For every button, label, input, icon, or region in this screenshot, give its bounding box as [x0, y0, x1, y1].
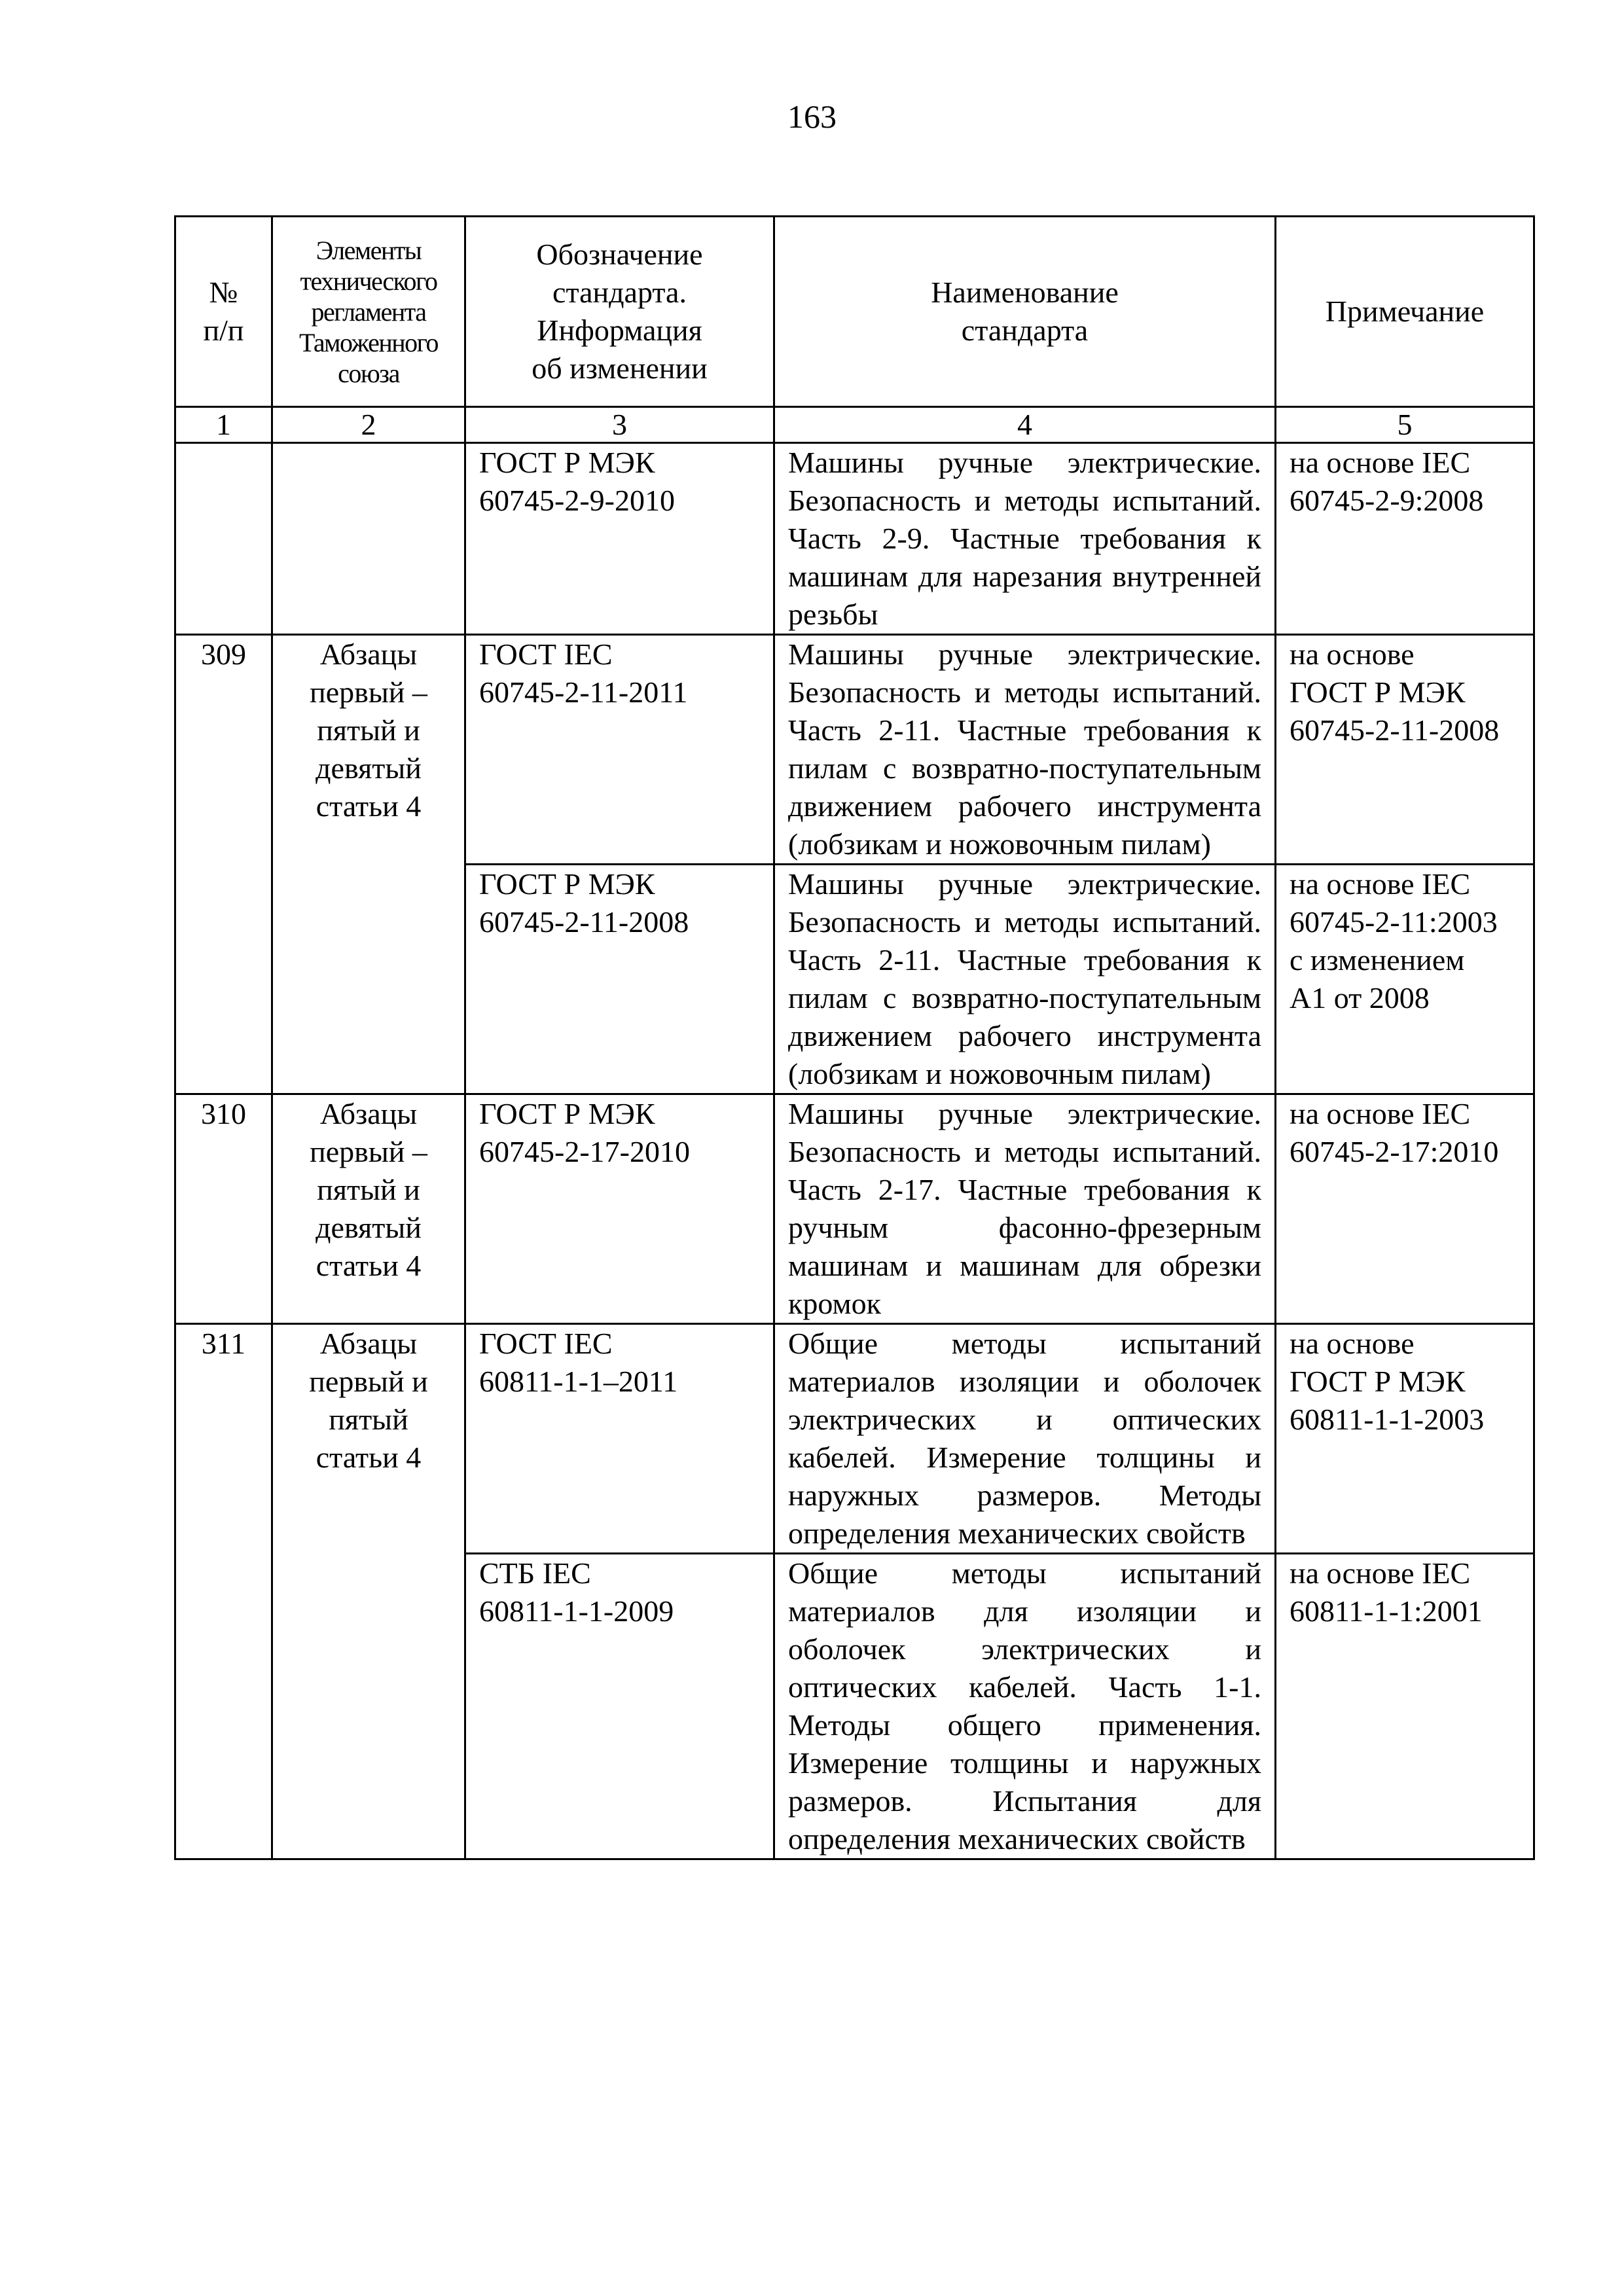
note-cell-line: 60745-2-11:2003 [1290, 905, 1498, 939]
elements-cell-line: первый и [309, 1365, 428, 1398]
header-designation: Обозначение стандарта. Информация об изменении [465, 217, 774, 407]
note-cell [1276, 865, 1534, 1094]
column-number: 3 [465, 407, 774, 443]
table-row [175, 1324, 1534, 1554]
note-cell [1276, 1554, 1534, 1859]
elements-cell-line: первый – [310, 675, 427, 709]
designation-cell [465, 635, 774, 865]
designation-cell-line: ГОСТ Р МЭК [479, 446, 655, 479]
standard-name-cell: Машины ручные электрические. Безопасность и методы испытаний. Часть 2-9. Частные требования к машинам для нарезания внутренней резьбы [774, 443, 1276, 635]
note-cell-line: 60745-2-11-2008 [1290, 713, 1500, 747]
row-number-cell: 310 [175, 1094, 272, 1324]
row-number-cell: 309 [175, 635, 272, 1094]
column-number: 5 [1276, 407, 1534, 443]
column-number: 4 [774, 407, 1276, 443]
note-cell-line: на основе IEC [1290, 1097, 1471, 1130]
elements-cell-line: статьи 4 [316, 789, 422, 823]
elements-cell [272, 635, 465, 1094]
standard-name-cell: Машины ручные электрические. Безопасность и методы испытаний. Часть 2-17. Частные требования к ручным фасонно-фрезерным машинам и машинам для обрезки кромок [774, 1094, 1276, 1324]
column-number: 2 [272, 407, 465, 443]
note-cell-line: А1 от 2008 [1290, 981, 1430, 1014]
note-cell-line: на основе [1290, 637, 1415, 671]
note-cell-line: на основе IEC [1290, 867, 1471, 901]
elements-cell-line: девятый [316, 1211, 422, 1244]
standard-name-cell: Общие методы испытаний материалов для изоляции и оболочек электрических и оптических кабелей. Часть 1-1. Методы общего применения. Измерение толщины и наружных размеров. Испытания для определения механических свойств [774, 1554, 1276, 1859]
row-number-cell: 311 [175, 1324, 272, 1859]
designation-cell-line: 60745-2-17-2010 [479, 1135, 690, 1168]
elements-cell [272, 443, 465, 635]
table-body [175, 443, 1534, 1859]
note-cell-line: ГОСТ Р МЭК [1290, 675, 1466, 709]
row-number-cell [175, 443, 272, 635]
note-cell-line: на основе [1290, 1327, 1415, 1360]
note-cell [1276, 635, 1534, 865]
note-cell [1276, 1324, 1534, 1554]
elements-cell-line: девятый [316, 751, 422, 785]
designation-cell-line: ГОСТ Р МЭК [479, 867, 655, 901]
elements-cell-line: Абзацы [319, 1327, 418, 1360]
note-cell-line: с изменением [1290, 943, 1465, 977]
designation-cell-line: ГОСТ Р МЭК [479, 1097, 655, 1130]
standard-name-cell: Машины ручные электрические. Безопасность и методы испытаний. Часть 2-11. Частные требования к пилам с возвратно-поступательным движением рабочего инструмента (лобзикам и ножовочным пилам) [774, 865, 1276, 1094]
standards-table [174, 215, 1535, 1860]
designation-cell [465, 865, 774, 1094]
designation-cell-line: 60745-2-9-2010 [479, 484, 675, 517]
table-row [175, 443, 1534, 635]
elements-cell [272, 1094, 465, 1324]
designation-cell-line: 60811-1-1–2011 [479, 1365, 678, 1398]
elements-cell-line: статьи 4 [316, 1441, 422, 1474]
standard-name-cell: Машины ручные электрические. Безопасность и методы испытаний. Часть 2-11. Частные требования к пилам с возвратно-поступательным движением рабочего инструмента (лобзикам и ножовочным пилам) [774, 635, 1276, 865]
standard-name-cell: Общие методы испытаний материалов изоляции и оболочек электрических и оптических кабелей. Измерение толщины и наружных размеров. Методы определения механических свойств [774, 1324, 1276, 1554]
table-row [175, 635, 1534, 865]
designation-cell [465, 1324, 774, 1554]
elements-cell [272, 1324, 465, 1859]
designation-cell [465, 1554, 774, 1859]
header-row [175, 217, 1534, 407]
elements-cell-line: пятый и [317, 713, 420, 747]
header-elements: Элементы технического регламента Таможенного союза [272, 217, 465, 407]
designation-cell-line: ГОСТ IEC [479, 637, 613, 671]
elements-cell-line: Абзацы [319, 1097, 418, 1130]
header-number: № п/п [175, 217, 272, 407]
note-cell-line: на основе IEC [1290, 1556, 1471, 1590]
designation-cell [465, 443, 774, 635]
header-note: Примечание [1276, 217, 1534, 407]
table-row [175, 1094, 1534, 1324]
elements-cell-line: Абзацы [319, 637, 418, 671]
designation-cell [465, 1094, 774, 1324]
note-cell-line: 60745-2-9:2008 [1290, 484, 1484, 517]
designation-cell-line: 60745-2-11-2011 [479, 675, 688, 709]
note-cell-line: 60811-1-1-2003 [1290, 1403, 1485, 1436]
note-cell-line: ГОСТ Р МЭК [1290, 1365, 1466, 1398]
page-number: 163 [787, 98, 837, 135]
note-cell [1276, 1094, 1534, 1324]
designation-cell-line: СТБ IEC [479, 1556, 591, 1590]
elements-cell-line: пятый и [317, 1173, 420, 1206]
designation-cell-line: 60745-2-11-2008 [479, 905, 689, 939]
note-cell-line: 60745-2-17:2010 [1290, 1135, 1499, 1168]
elements-cell-line: статьи 4 [316, 1249, 422, 1282]
note-cell-line: на основе IEC [1290, 446, 1471, 479]
designation-cell-line: 60811-1-1-2009 [479, 1594, 674, 1628]
note-cell-line: 60811-1-1:2001 [1290, 1594, 1483, 1628]
designation-cell-line: ГОСТ IEC [479, 1327, 613, 1360]
column-number-row [175, 407, 1534, 443]
elements-cell-line: пятый [329, 1403, 408, 1436]
elements-cell-line: первый – [310, 1135, 427, 1168]
header-name: Наименование стандарта [774, 217, 1276, 407]
note-cell [1276, 443, 1534, 635]
column-number: 1 [175, 407, 272, 443]
